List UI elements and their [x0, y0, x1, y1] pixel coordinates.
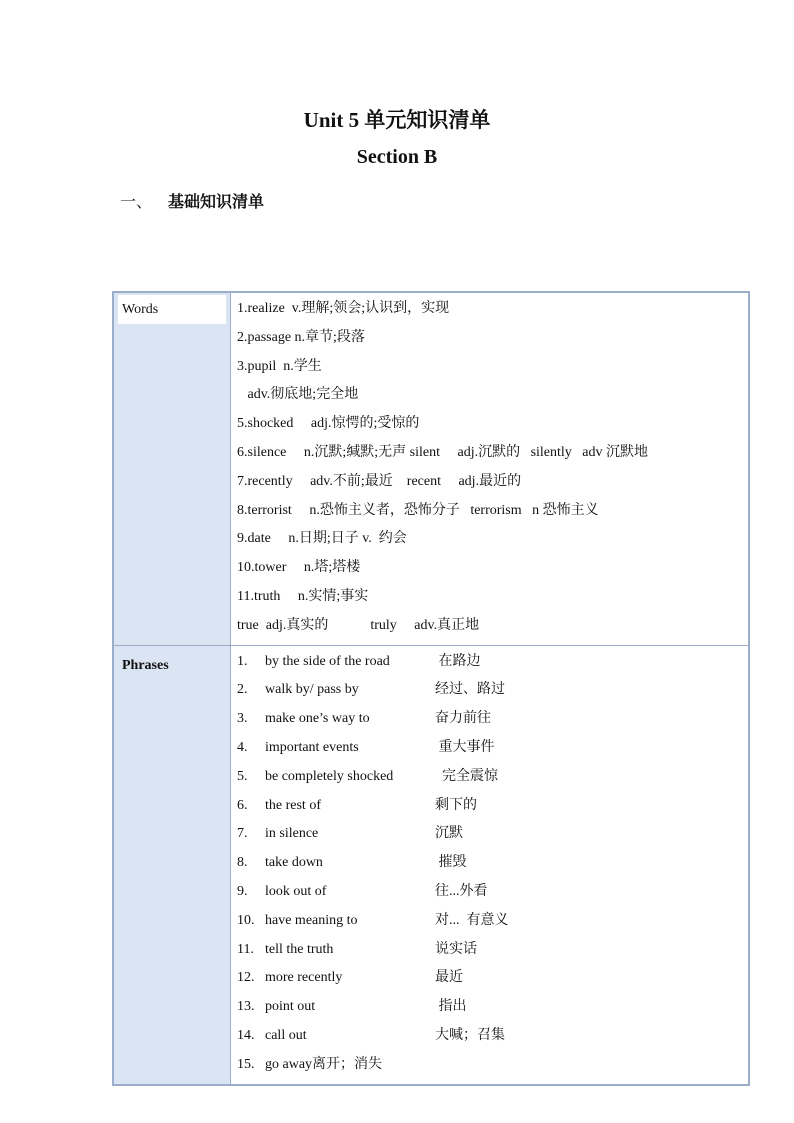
phrase-english: important events [265, 739, 359, 755]
phrase-number: 5. [237, 768, 248, 784]
phrase-chinese: 经过、路过 [435, 682, 505, 698]
phrase-number: 3. [237, 711, 248, 727]
word-line: 10.tower n.塔;塔楼 [237, 560, 361, 576]
section-number: 一、 [120, 192, 153, 211]
phrase-english: the rest of [265, 797, 321, 813]
phrase-item [237, 792, 748, 821]
phrase-number: 10. [237, 912, 255, 928]
phrase-chinese: 离开；消失 [312, 1056, 383, 1072]
phrase-english: take down [265, 855, 323, 871]
phrase-number: 9. [237, 883, 248, 899]
phrase-chinese: 奋力前往 [435, 711, 491, 727]
phrase-chinese: 大喊；召集 [435, 1027, 505, 1043]
phrase-item [237, 878, 748, 907]
phrase-number: 13. [237, 999, 255, 1015]
word-line: 1.realize v.理解;领会;认识到，实现 [237, 301, 450, 316]
phrase-number: 12. [237, 970, 255, 986]
phrase-number: 11. [237, 941, 254, 957]
phrase-item [237, 849, 748, 878]
phrase-chinese: 沉默 [435, 826, 463, 842]
phrase-chinese: 剩下的 [435, 797, 477, 813]
section-heading [120, 189, 264, 212]
words-label: Words [118, 295, 226, 324]
words-content [231, 292, 750, 645]
phrase-english: be completely shocked [265, 768, 394, 784]
phrases-label-cell [113, 645, 231, 1084]
phrase-english: make one’s way to [265, 711, 370, 727]
phrase-number: 2. [237, 682, 248, 698]
word-line: 5.shocked adj.惊愕的;受惊的 [237, 416, 420, 432]
phrase-english: by the side of the road [265, 653, 390, 669]
page-title: Unit 5 单元知识清单 [303, 108, 491, 132]
word-line: 9.date n.日期;日子 v. 约会 [237, 531, 407, 547]
phrase-english: point out [265, 999, 316, 1015]
phrase-number: 7. [237, 826, 248, 842]
phrase-number: 6. [237, 797, 248, 813]
phrase-chinese: 说实话 [435, 941, 477, 957]
word-line: adv.彻底地;完全地 [237, 387, 359, 403]
phrase-english: have meaning to [265, 912, 358, 928]
words-row [113, 292, 749, 645]
word-line: 11.truth n.实情;事实 [237, 588, 369, 604]
word-line: true adj.真实的 truly adv.真正地 [237, 617, 480, 633]
phrase-chinese: 重大事件 [435, 739, 495, 755]
phrase-chinese: 往...外看 [435, 883, 488, 899]
phrase-english: tell the truth [265, 941, 334, 957]
phrase-item [237, 734, 748, 763]
word-line: 2.passage n.章节;段落 [237, 329, 365, 345]
phrase-item [237, 993, 748, 1022]
phrase-item [237, 820, 748, 849]
section-label: 基础知识清单 [168, 192, 265, 211]
phrase-english: in silence [265, 826, 319, 842]
phrase-item [237, 676, 748, 705]
phrase-english: more recently [265, 970, 343, 986]
phrase-chinese: 完全震惊 [435, 768, 498, 784]
phrase-number: 4. [237, 739, 248, 755]
page-subtitle: Section B [356, 146, 438, 168]
phrase-item [237, 936, 748, 965]
phrase-item [237, 648, 748, 677]
phrase-chinese: 最近 [435, 970, 463, 986]
phrase-number: 14. [237, 1027, 255, 1043]
phrase-number: 8. [237, 855, 248, 871]
phrase-number: 15. [237, 1056, 255, 1072]
phrase-item [237, 907, 748, 936]
phrase-number: 1. [237, 653, 248, 669]
phrase-english: call out [265, 1027, 307, 1043]
phrase-chinese: 摧毁 [435, 855, 467, 871]
phrase-english: look out of [265, 883, 327, 899]
word-line: 6.silence n.沉默;缄默;无声 silent adj.沉默的 silently adv 沉默地 [237, 444, 649, 460]
vocabulary-table [112, 291, 750, 1086]
phrase-item [237, 705, 748, 734]
phrase-item [237, 763, 748, 792]
phrases-row [113, 645, 749, 1084]
words-label-cell [113, 292, 231, 645]
phrase-english: go away [265, 1056, 313, 1072]
phrase-item [237, 1022, 748, 1051]
phrase-english: walk by/ pass by [265, 682, 359, 698]
phrases-content [231, 645, 750, 1084]
phrases-label: Phrases [122, 657, 169, 673]
word-line: 3.pupil n.学生 [237, 358, 322, 374]
word-line: 8.terrorist n.恐怖主义者，恐怖分子 terrorism n 恐怖主义 [237, 502, 599, 518]
phrase-chinese: 对... 有意义 [435, 912, 509, 928]
word-line: 7.recently adv.不前;最近 recent adj.最近的 [237, 473, 522, 489]
phrase-item [237, 1051, 748, 1080]
phrase-chinese: 在路边 [435, 653, 481, 669]
phrase-item [237, 964, 748, 993]
phrase-chinese: 指出 [435, 999, 467, 1015]
